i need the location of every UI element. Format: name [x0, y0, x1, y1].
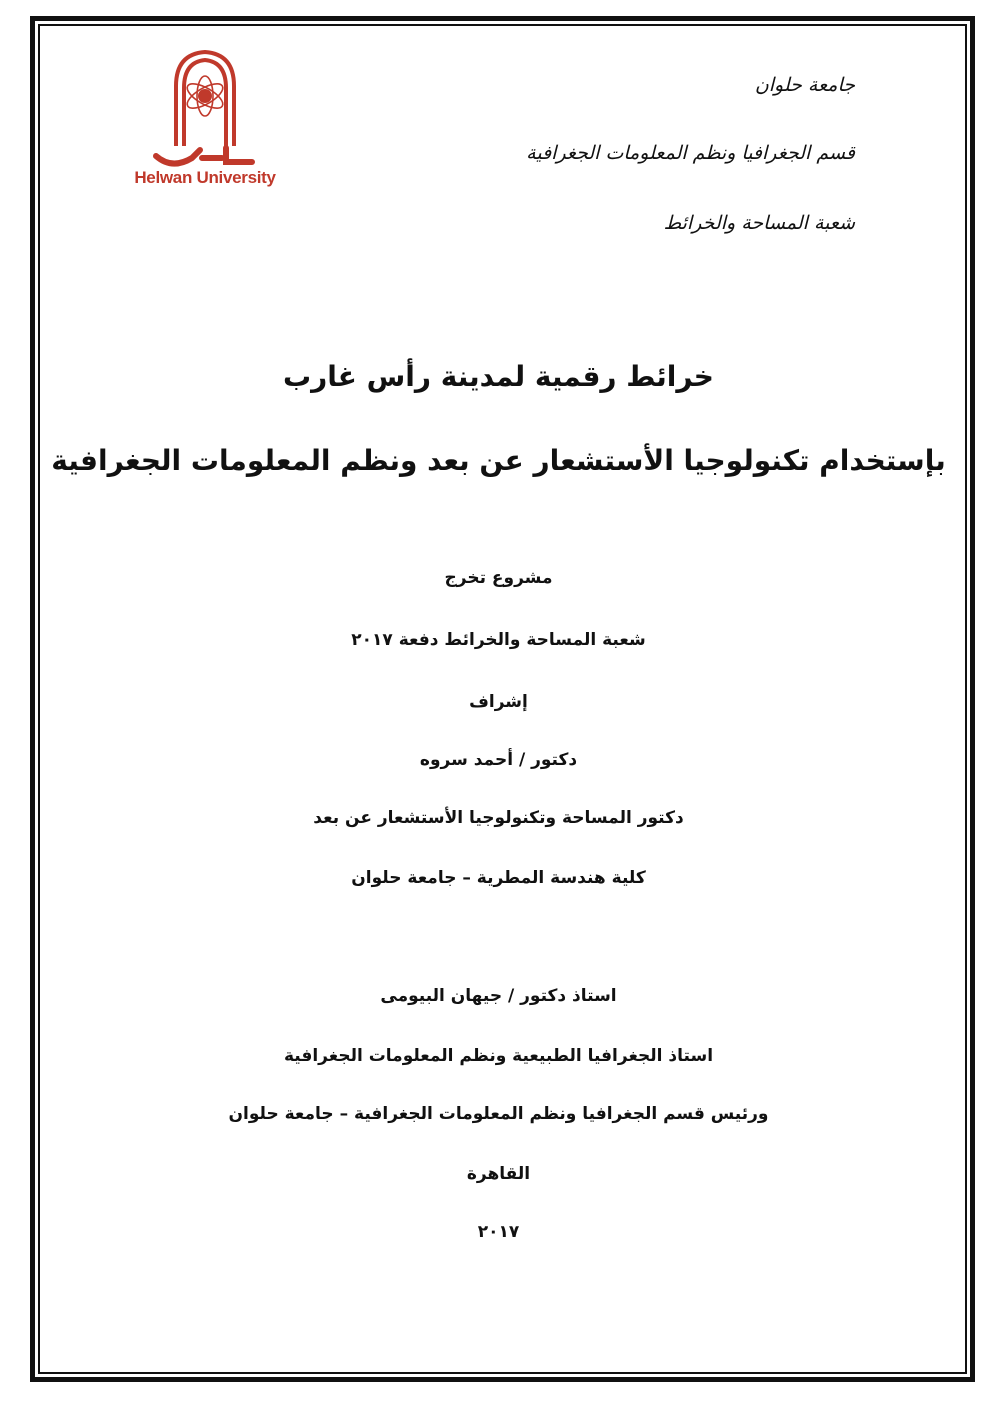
thesis-title-line-2: بإستخدام تكنولوجيا الأستشعار عن بعد ونظم المعلومات الجغرافية — [51, 444, 946, 477]
thesis-title-line-1: خرائط رقمية لمدينة رأس غارب — [283, 360, 714, 393]
supervisor-1-title: دكتور المساحة وتكنولوجيا الأستشعار عن بعد — [313, 808, 684, 828]
project-type: مشروع تخرج — [444, 568, 553, 588]
supervisor-2-name: استاذ دكتور / جيهان البيومى — [380, 986, 617, 1006]
department-name: قسم الجغرافيا ونظم المعلومات الجغرافية — [526, 142, 855, 164]
city: القاهرة — [466, 1164, 531, 1184]
university-name: جامعة حلوان — [754, 74, 855, 96]
supervisor-1-name: دكتور / أحمد سروه — [419, 750, 578, 770]
logo-caption: Helwan University — [134, 168, 276, 187]
supervisor-2-title: استاذ الجغرافيا الطبيعية ونظم المعلومات الجغرافية — [283, 1046, 714, 1066]
supervisor-2-affiliation: ورئيس قسم الجغرافيا ونظم المعلومات الجغرافية – جامعة حلوان — [228, 1104, 769, 1124]
year: ٢٠١٧ — [477, 1222, 520, 1242]
supervisor-1-affiliation: كلية هندسة المطرية – جامعة حلوان — [351, 868, 646, 888]
project-class: شعبة المساحة والخرائط دفعة ٢٠١٧ — [351, 630, 646, 650]
supervision-label: إشراف — [469, 692, 528, 712]
division-name: شعبة المساحة والخرائط — [663, 212, 855, 234]
